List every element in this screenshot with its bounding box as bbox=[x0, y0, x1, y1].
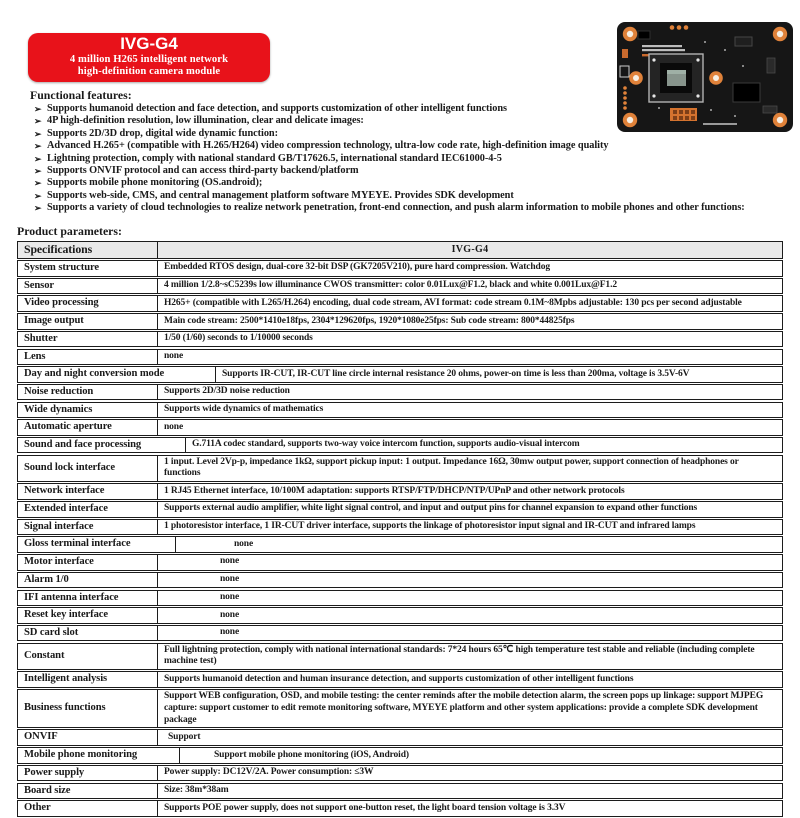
feature-bullet-icon: ➢ bbox=[34, 166, 42, 177]
features-list bbox=[30, 103, 772, 215]
spec-table-row bbox=[17, 572, 783, 589]
spec-row-label: Business functions bbox=[18, 690, 158, 727]
spec-row-label: Network interface bbox=[18, 484, 158, 499]
spec-row-value: none bbox=[220, 591, 240, 602]
spec-row-value: 1 RJ45 Ethernet interface, 10/100M adaptation: supports RTSP/FTP/DHCP/NTP/UPnP and other network protocols bbox=[164, 485, 625, 496]
spec-header-value: IVG-G4 bbox=[451, 243, 489, 255]
spec-row-value: Full lightning protection, comply with national international standards: 7*24 hours 65℃ high temperature test stable and reliable (including complete machine test) bbox=[164, 644, 755, 667]
functional-features-section bbox=[30, 88, 772, 215]
spec-row-label: Noise reduction bbox=[18, 385, 158, 400]
spec-row-label: Reset key interface bbox=[18, 608, 158, 623]
spec-row-label: System structure bbox=[18, 261, 158, 276]
spec-table-row bbox=[17, 295, 783, 312]
spec-table-row bbox=[17, 278, 783, 295]
spec-row-label: Automatic aperture bbox=[18, 420, 158, 435]
spec-table-row bbox=[17, 607, 783, 624]
spec-row-value: none bbox=[220, 574, 240, 585]
spec-table-row bbox=[17, 689, 783, 728]
spec-row-label: ONVIF bbox=[18, 730, 158, 745]
parameters-heading: Product parameters: bbox=[17, 224, 122, 238]
spec-row-value: Size: 38m*38am bbox=[164, 784, 229, 795]
spec-table-row bbox=[17, 519, 783, 536]
product-parameters-section bbox=[17, 224, 783, 818]
spec-table-row bbox=[17, 402, 783, 419]
feature-item bbox=[34, 115, 772, 127]
spec-row-label: Day and night conversion mode bbox=[18, 367, 216, 382]
feature-bullet-icon: ➢ bbox=[34, 128, 42, 139]
spec-row-value: Embedded RTOS design, dual-core 32-bit DSP (GK7205V210), pure hard compression. Watchdog bbox=[164, 262, 550, 273]
spec-table-row bbox=[17, 313, 783, 330]
spec-row-label: Board size bbox=[18, 784, 158, 799]
spec-row-value: 1 input. Level 2Vp-p, impedance 1kΩ, support pickup input: 1 output. Impedance 16Ω, 30mw output power, support connection of headphones or functions bbox=[164, 456, 739, 479]
spec-table-row bbox=[17, 671, 783, 688]
product-subtitle-line1: 4 million H265 intelligent network bbox=[69, 54, 229, 65]
spec-row-value: Supports IR-CUT, IR-CUT line circle internal resistance 20 ohms, power-on time is less than 200ma, voltage is 3.5V-6V bbox=[222, 368, 690, 379]
spec-row-value: Supports 2D/3D noise reduction bbox=[164, 386, 290, 397]
spec-row-label: Motor interface bbox=[18, 555, 158, 570]
feature-bullet-icon: ➢ bbox=[34, 116, 42, 127]
spec-table-row bbox=[17, 765, 783, 782]
feature-bullet-icon: ➢ bbox=[34, 190, 42, 201]
product-badge bbox=[28, 33, 270, 82]
spec-row-value: Supports POE power supply, does not support one-button reset, the light board tension voltage is 3.3V bbox=[164, 802, 566, 813]
spec-row-label: Mobile phone monitoring bbox=[18, 748, 180, 763]
spec-row-label: Extended interface bbox=[18, 502, 158, 517]
spec-row-label: Sound and face processing bbox=[18, 438, 186, 453]
spec-row-value: none bbox=[234, 538, 254, 549]
spec-row-value: none bbox=[164, 421, 184, 432]
spec-table-header-row bbox=[17, 241, 783, 259]
spec-header-label: Specifications bbox=[18, 242, 158, 258]
spec-row-label: Sensor bbox=[18, 279, 158, 294]
feature-item-text: Supports web-side, CMS, and central management platform software MYEYE. Provides SDK development bbox=[47, 189, 514, 201]
feature-item bbox=[34, 103, 772, 115]
spec-row-value: none bbox=[164, 350, 184, 361]
spec-table bbox=[17, 241, 783, 817]
feature-item-text: 4P high-definition resolution, low illumination, clear and delicate images: bbox=[47, 115, 364, 127]
spec-table-row bbox=[17, 501, 783, 518]
spec-row-label: IFI antenna interface bbox=[18, 591, 158, 606]
spec-row-label: Image output bbox=[18, 314, 158, 329]
spec-table-row bbox=[17, 590, 783, 607]
spec-row-label: Intelligent analysis bbox=[18, 672, 158, 687]
spec-row-label: Constant bbox=[18, 644, 158, 670]
spec-row-label: SD card slot bbox=[18, 626, 158, 641]
feature-item-text: Supports humanoid detection and face detection, and supports customization of other intelligent functions bbox=[47, 103, 507, 114]
spec-table-row bbox=[17, 536, 783, 553]
spec-row-value: Support mobile phone monitoring (iOS, Android) bbox=[214, 749, 409, 760]
spec-table-row bbox=[17, 554, 783, 571]
spec-row-label: Wide dynamics bbox=[18, 403, 158, 418]
spec-row-value: 4 million 1/2.8~sC5239s low illuminance CWOS transmitter: color 0.01Lux@F1.2, black and white 0.001Lux@F1.2 bbox=[164, 280, 617, 291]
spec-row-label: Alarm 1/0 bbox=[18, 573, 158, 588]
spec-table-row bbox=[17, 783, 783, 800]
product-subtitle-line2: high-definition camera module bbox=[77, 66, 221, 77]
feature-item-text: Lightning protection, comply with national standard GB/T17626.5, international standard IEC61000-4-5 bbox=[47, 152, 502, 164]
spec-row-value: Support bbox=[168, 731, 201, 742]
spec-table-row bbox=[17, 800, 783, 817]
spec-row-label: Lens bbox=[18, 350, 158, 365]
spec-table-row bbox=[17, 260, 783, 277]
spec-row-value: none bbox=[220, 627, 240, 638]
spec-row-value: Main code stream: 2500*1410e18fps, 2304*129620fps, 1920*1080e25fps: Sub code stream: 800*44825fps bbox=[164, 315, 575, 326]
feature-item-text: Supports a variety of cloud technologies to realize network penetration, front-end connection, and push alarm information to mobile phones and other functions: bbox=[47, 202, 745, 214]
product-name: IVG-G4 bbox=[120, 34, 178, 53]
spec-row-label: Signal interface bbox=[18, 520, 158, 535]
spec-table-row bbox=[17, 643, 783, 671]
spec-row-value: G.711A codec standard, supports two-way voice intercom function, supports audio-visual intercom bbox=[192, 439, 580, 450]
spec-row-value: Support WEB configuration, OSD, and mobile testing: the center reminds after the mobile detection alarm, the screen pops up linkage: support MJPEG capture: support customer to edit remote monitoring software, MYEYE platform and other system applications: provide a complete SDK development package bbox=[164, 690, 764, 725]
spec-row-value: Supports external audio amplifier, white light signal control, and input and output pins for channel expansion to expand other functions bbox=[164, 503, 698, 514]
feature-item-text: Supports mobile phone monitoring (OS.android); bbox=[47, 177, 263, 189]
feature-item bbox=[34, 202, 772, 214]
feature-item bbox=[34, 190, 772, 202]
feature-bullet-icon: ➢ bbox=[34, 104, 42, 114]
feature-item bbox=[34, 177, 772, 189]
spec-table-row bbox=[17, 366, 783, 383]
spec-row-label: Power supply bbox=[18, 766, 158, 781]
spec-table-row bbox=[17, 747, 783, 764]
feature-item bbox=[34, 165, 772, 177]
spec-row-value: H265+ (compatible with L265/H.264) encoding, dual code stream, AVI format: code stream 0.1M~8Mpbs adjustable: 130 pcs per second adjustable bbox=[164, 297, 742, 308]
spec-table-row bbox=[17, 331, 783, 348]
spec-row-value: none bbox=[220, 556, 240, 567]
spec-table-row bbox=[17, 437, 783, 454]
feature-bullet-icon: ➢ bbox=[34, 141, 42, 152]
spec-row-value: Supports humanoid detection and human insurance detection, and supports customization of other intelligent functions bbox=[164, 673, 634, 684]
spec-table-row bbox=[17, 729, 783, 746]
feature-bullet-icon: ➢ bbox=[34, 203, 42, 214]
feature-bullet-icon: ➢ bbox=[34, 178, 42, 189]
feature-item-text: Supports ONVIF protocol and can access third-party backend/platform bbox=[47, 165, 359, 177]
feature-item-text: Advanced H.265+ (compatible with H.265/H264) video compression technology, ultra-low code rate, high-definition image quality bbox=[47, 140, 609, 152]
spec-table-row bbox=[17, 419, 783, 436]
spec-table-row bbox=[17, 483, 783, 500]
spec-row-value: 1 photoresistor interface, 1 IR-CUT driver interface, supports the linkage of photoresistor input signal and IR-CUT and infrared lamps bbox=[164, 521, 696, 532]
spec-row-label: Sound lock interface bbox=[18, 456, 158, 482]
feature-bullet-icon: ➢ bbox=[34, 153, 42, 164]
spec-table-row bbox=[17, 384, 783, 401]
feature-item-text: Supports 2D/3D drop, digital wide dynamic function: bbox=[47, 127, 278, 139]
spec-row-value: Supports wide dynamics of mathematics bbox=[164, 403, 324, 414]
spec-table-row bbox=[17, 625, 783, 642]
feature-item bbox=[34, 128, 772, 140]
spec-row-value: none bbox=[220, 609, 240, 620]
spec-row-value: 1/50 (1/60) seconds to 1/10000 seconds bbox=[164, 333, 313, 344]
feature-item bbox=[34, 153, 772, 165]
spec-table-row bbox=[17, 349, 783, 366]
spec-row-value: Power supply: DC12V/2A. Power consumption: ≤3W bbox=[164, 767, 374, 778]
spec-row-label: Shutter bbox=[18, 332, 158, 347]
spec-row-label: Gloss terminal interface bbox=[18, 537, 176, 552]
spec-row-label: Video processing bbox=[18, 296, 158, 311]
feature-item bbox=[34, 140, 772, 152]
spec-table-row bbox=[17, 455, 783, 483]
features-heading: Functional features: bbox=[30, 88, 132, 102]
spec-row-label: Other bbox=[18, 801, 158, 816]
